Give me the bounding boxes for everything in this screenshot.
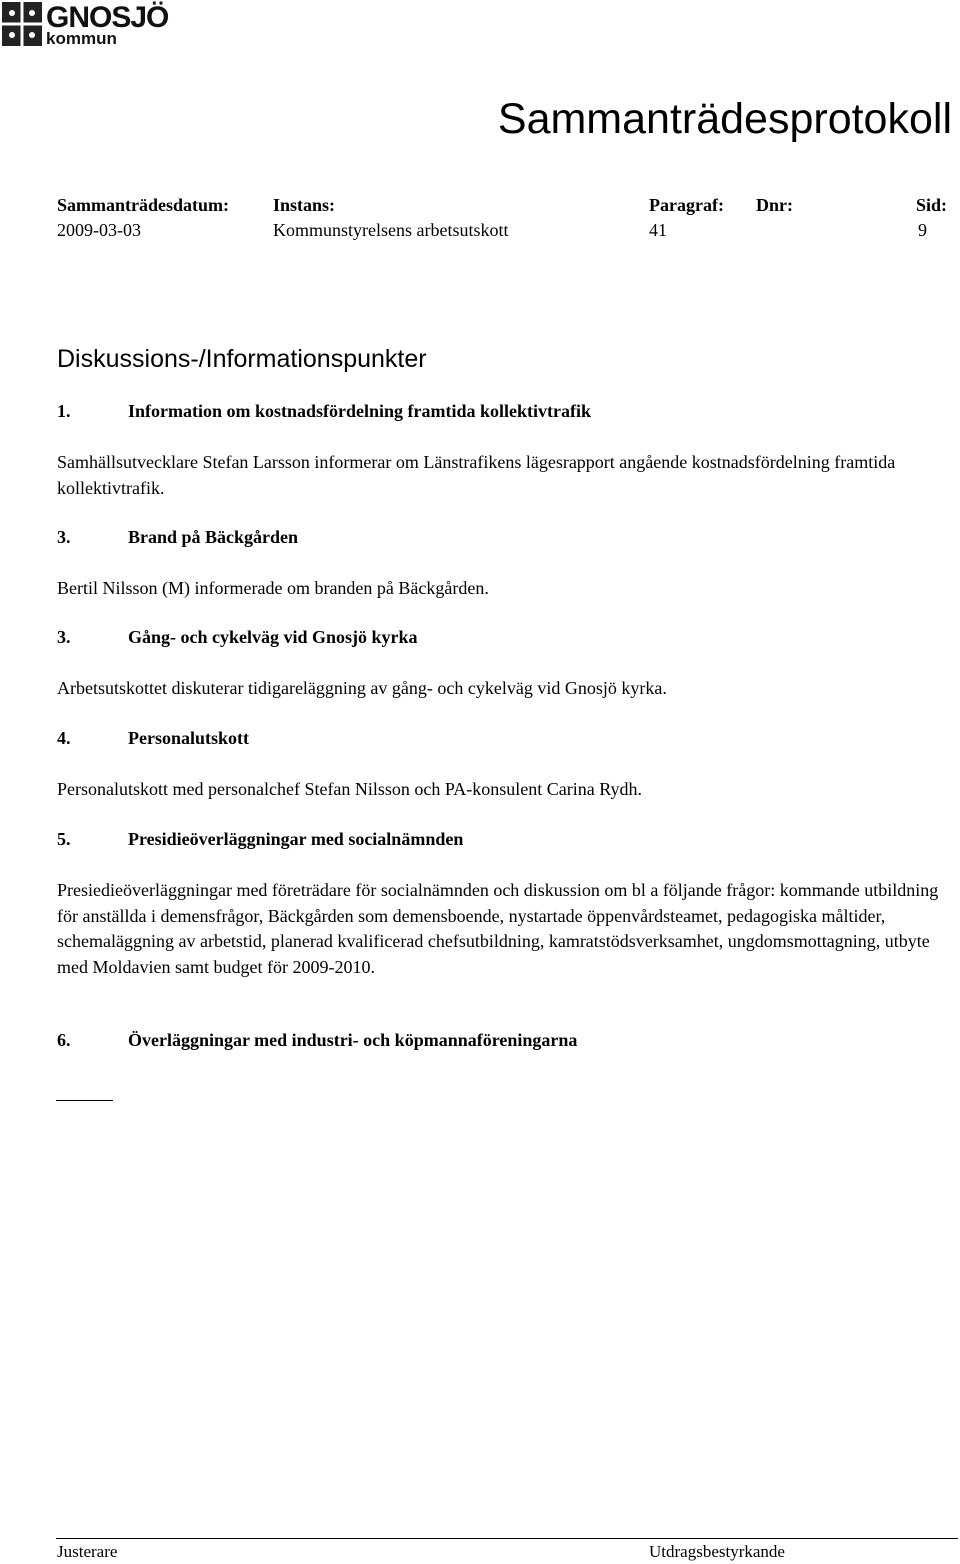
agenda-item xyxy=(57,626,957,702)
agenda-item xyxy=(57,828,957,980)
item-body: Personalutskott med personalchef Stefan Nilsson och PA-konsulent Carina Rydh. xyxy=(57,779,643,799)
agenda-item xyxy=(57,1029,957,1051)
item-number: 3. xyxy=(57,627,71,647)
item-number: 5. xyxy=(57,829,71,849)
municipality-logo xyxy=(2,2,177,48)
separator-rule xyxy=(56,1100,113,1101)
logo-subtitle: kommun xyxy=(46,29,117,48)
agenda-item xyxy=(57,400,957,501)
item-title: Personalutskott xyxy=(128,728,249,748)
document-title: Sammanträdesprotokoll xyxy=(497,95,952,143)
item-title: Överläggningar med industri- och köpmannaföreningarna xyxy=(128,1030,578,1050)
item-heading xyxy=(57,727,957,749)
paragraph-value: 41 xyxy=(649,220,667,240)
crest-icon xyxy=(2,2,42,46)
agenda-item xyxy=(57,727,957,803)
item-title: Presidieöverläggningar med socialnämnden xyxy=(128,829,464,849)
page-value: 9 xyxy=(918,220,927,240)
instance-label: Instans: xyxy=(273,195,336,215)
item-heading xyxy=(57,626,957,648)
item-heading xyxy=(57,526,957,548)
item-title: Brand på Bäckgården xyxy=(128,527,299,547)
item-body: Bertil Nilsson (M) informerade om branden på Bäckgården. xyxy=(57,578,489,598)
item-title: Information om kostnadsfördelning framtida kollektivtrafik xyxy=(128,401,592,421)
item-number: 1. xyxy=(57,401,71,421)
item-heading xyxy=(57,1029,957,1051)
date-value: 2009-03-03 xyxy=(57,220,141,240)
agenda-item xyxy=(57,526,957,602)
item-heading xyxy=(57,400,957,422)
logo-name: GNOSJÖ xyxy=(46,1,169,34)
item-body: Samhällsutvecklare Stefan Larsson informerar om Länstrafikens lägesrapport angående kostnadsfördelning framtida kollektivtrafik. xyxy=(57,452,896,498)
item-number: 3. xyxy=(57,527,71,547)
item-body: Presiedieöverläggningar med företrädare för socialnämnden och diskussion om bl a följande frågor: kommande utbildning för anställda i demensfrågor, Bäckgården som demensboende, nystartade öppenvårdsteamet, pedagogiska måltider, schemaläggning av arbetstid, planerad kvalificerad chefsutbildning, kamratstödsverksamhet, ungdomsmottagning, utbyte med Moldavien samt budget för 2009-2010. xyxy=(57,880,939,977)
footer-divider xyxy=(56,1538,958,1539)
dnr-label: Dnr: xyxy=(756,195,793,215)
paragraph-label: Paragraf: xyxy=(649,195,724,215)
item-body: Arbetsutskottet diskuterar tidigareläggning av gång- och cykelväg vid Gnosjö kyrka. xyxy=(57,678,667,698)
page-label: Sid: xyxy=(916,195,948,215)
item-title: Gång- och cykelväg vid Gnosjö kyrka xyxy=(128,627,418,647)
section-title: Diskussions-/Informationspunkter xyxy=(57,345,427,373)
footer-utdragsbestyrkande: Utdragsbestyrkande xyxy=(649,1542,785,1561)
footer-justerare: Justerare xyxy=(57,1542,118,1561)
item-number: 4. xyxy=(57,728,71,748)
date-label: Sammanträdesdatum: xyxy=(57,195,230,215)
item-number: 6. xyxy=(57,1030,71,1050)
instance-value: Kommunstyrelsens arbetsutskott xyxy=(273,220,509,240)
item-heading xyxy=(57,828,957,850)
